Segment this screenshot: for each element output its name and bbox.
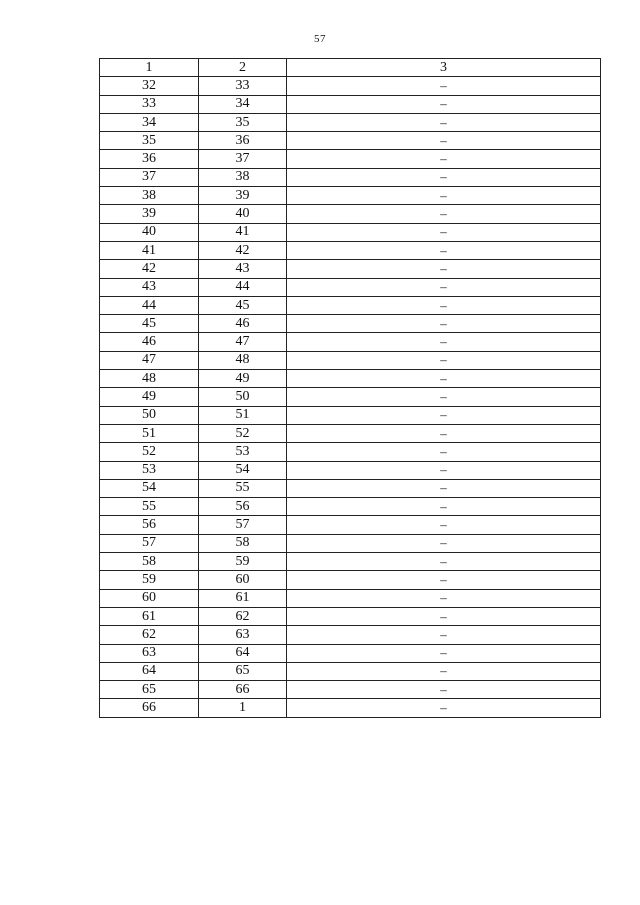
cell-col-2: 47	[199, 333, 287, 351]
table-row	[100, 95, 601, 113]
cell-col-1: 47	[100, 351, 199, 369]
cell-col-2: 35	[199, 113, 287, 131]
column-header-2: 2	[199, 59, 287, 77]
table-row	[100, 260, 601, 278]
table-row	[100, 132, 601, 150]
cell-col-3: –	[287, 223, 601, 241]
cell-col-2: 63	[199, 626, 287, 644]
cell-col-2: 62	[199, 607, 287, 625]
cell-col-2: 48	[199, 351, 287, 369]
table-row	[100, 370, 601, 388]
cell-col-1: 37	[100, 168, 199, 186]
cell-col-1: 50	[100, 406, 199, 424]
cell-col-1: 56	[100, 516, 199, 534]
cell-col-3: –	[287, 681, 601, 699]
table-row	[100, 424, 601, 442]
table-row	[100, 443, 601, 461]
cell-col-1: 49	[100, 388, 199, 406]
cell-col-3: –	[287, 95, 601, 113]
cell-col-2: 45	[199, 296, 287, 314]
cell-col-2: 58	[199, 534, 287, 552]
cell-col-3: –	[287, 534, 601, 552]
data-table	[99, 58, 601, 718]
table-row	[100, 205, 601, 223]
table-header	[100, 59, 601, 77]
table-row	[100, 241, 601, 259]
cell-col-2: 50	[199, 388, 287, 406]
cell-col-3: –	[287, 351, 601, 369]
table-row	[100, 534, 601, 552]
table-row	[100, 681, 601, 699]
cell-col-3: –	[287, 241, 601, 259]
cell-col-1: 40	[100, 223, 199, 241]
cell-col-1: 43	[100, 278, 199, 296]
table-row	[100, 498, 601, 516]
cell-col-3: –	[287, 388, 601, 406]
cell-col-3: –	[287, 296, 601, 314]
table-row	[100, 168, 601, 186]
cell-col-3: –	[287, 553, 601, 571]
cell-col-1: 32	[100, 77, 199, 95]
cell-col-1: 62	[100, 626, 199, 644]
cell-col-2: 66	[199, 681, 287, 699]
table-row	[100, 461, 601, 479]
cell-col-3: –	[287, 278, 601, 296]
cell-col-2: 55	[199, 479, 287, 497]
cell-col-3: –	[287, 150, 601, 168]
cell-col-1: 34	[100, 113, 199, 131]
table-row	[100, 626, 601, 644]
cell-col-1: 60	[100, 589, 199, 607]
cell-col-3: –	[287, 662, 601, 680]
cell-col-1: 51	[100, 424, 199, 442]
table-header-row	[100, 59, 601, 77]
column-header-3: 3	[287, 59, 601, 77]
cell-col-1: 58	[100, 553, 199, 571]
cell-col-2: 53	[199, 443, 287, 461]
cell-col-1: 65	[100, 681, 199, 699]
cell-col-3: –	[287, 77, 601, 95]
table-row	[100, 388, 601, 406]
cell-col-3: –	[287, 406, 601, 424]
cell-col-2: 41	[199, 223, 287, 241]
cell-col-3: –	[287, 333, 601, 351]
cell-col-2: 64	[199, 644, 287, 662]
table-row	[100, 699, 601, 717]
cell-col-2: 33	[199, 77, 287, 95]
table-row	[100, 662, 601, 680]
cell-col-2: 61	[199, 589, 287, 607]
cell-col-3: –	[287, 498, 601, 516]
cell-col-1: 54	[100, 479, 199, 497]
cell-col-2: 56	[199, 498, 287, 516]
table-row	[100, 571, 601, 589]
table-row	[100, 479, 601, 497]
cell-col-3: –	[287, 187, 601, 205]
cell-col-2: 39	[199, 187, 287, 205]
cell-col-3: –	[287, 589, 601, 607]
cell-col-3: –	[287, 516, 601, 534]
cell-col-1: 55	[100, 498, 199, 516]
cell-col-3: –	[287, 424, 601, 442]
cell-col-2: 40	[199, 205, 287, 223]
cell-col-3: –	[287, 699, 601, 717]
cell-col-2: 1	[199, 699, 287, 717]
cell-col-3: –	[287, 461, 601, 479]
table-row	[100, 278, 601, 296]
cell-col-1: 64	[100, 662, 199, 680]
cell-col-2: 43	[199, 260, 287, 278]
cell-col-1: 53	[100, 461, 199, 479]
cell-col-2: 51	[199, 406, 287, 424]
table-row	[100, 406, 601, 424]
cell-col-1: 45	[100, 315, 199, 333]
table-row	[100, 315, 601, 333]
cell-col-3: –	[287, 260, 601, 278]
cell-col-1: 46	[100, 333, 199, 351]
table-row	[100, 77, 601, 95]
table-row	[100, 607, 601, 625]
cell-col-2: 59	[199, 553, 287, 571]
cell-col-3: –	[287, 626, 601, 644]
cell-col-3: –	[287, 113, 601, 131]
cell-col-2: 52	[199, 424, 287, 442]
table-row	[100, 553, 601, 571]
cell-col-3: –	[287, 607, 601, 625]
cell-col-2: 60	[199, 571, 287, 589]
cell-col-1: 38	[100, 187, 199, 205]
cell-col-3: –	[287, 315, 601, 333]
page-number: 57	[314, 33, 326, 45]
cell-col-2: 44	[199, 278, 287, 296]
cell-col-2: 46	[199, 315, 287, 333]
cell-col-1: 42	[100, 260, 199, 278]
table-row	[100, 516, 601, 534]
cell-col-1: 57	[100, 534, 199, 552]
cell-col-1: 35	[100, 132, 199, 150]
table-row	[100, 296, 601, 314]
cell-col-1: 66	[100, 699, 199, 717]
cell-col-1: 63	[100, 644, 199, 662]
table-row	[100, 351, 601, 369]
cell-col-2: 57	[199, 516, 287, 534]
cell-col-3: –	[287, 479, 601, 497]
cell-col-3: –	[287, 443, 601, 461]
cell-col-3: –	[287, 644, 601, 662]
table-body	[100, 77, 601, 717]
cell-col-1: 52	[100, 443, 199, 461]
cell-col-2: 37	[199, 150, 287, 168]
table-row	[100, 333, 601, 351]
cell-col-3: –	[287, 168, 601, 186]
cell-col-3: –	[287, 571, 601, 589]
cell-col-2: 36	[199, 132, 287, 150]
column-header-1: 1	[100, 59, 199, 77]
cell-col-1: 48	[100, 370, 199, 388]
cell-col-1: 33	[100, 95, 199, 113]
cell-col-3: –	[287, 205, 601, 223]
cell-col-3: –	[287, 370, 601, 388]
cell-col-3: –	[287, 132, 601, 150]
cell-col-2: 42	[199, 241, 287, 259]
cell-col-1: 59	[100, 571, 199, 589]
cell-col-1: 61	[100, 607, 199, 625]
table-row	[100, 150, 601, 168]
table-row	[100, 644, 601, 662]
table-row	[100, 589, 601, 607]
cell-col-2: 38	[199, 168, 287, 186]
table-row	[100, 187, 601, 205]
cell-col-2: 34	[199, 95, 287, 113]
cell-col-1: 41	[100, 241, 199, 259]
cell-col-1: 39	[100, 205, 199, 223]
table-row	[100, 223, 601, 241]
table-row	[100, 113, 601, 131]
cell-col-1: 36	[100, 150, 199, 168]
cell-col-2: 65	[199, 662, 287, 680]
cell-col-2: 49	[199, 370, 287, 388]
cell-col-1: 44	[100, 296, 199, 314]
cell-col-2: 54	[199, 461, 287, 479]
